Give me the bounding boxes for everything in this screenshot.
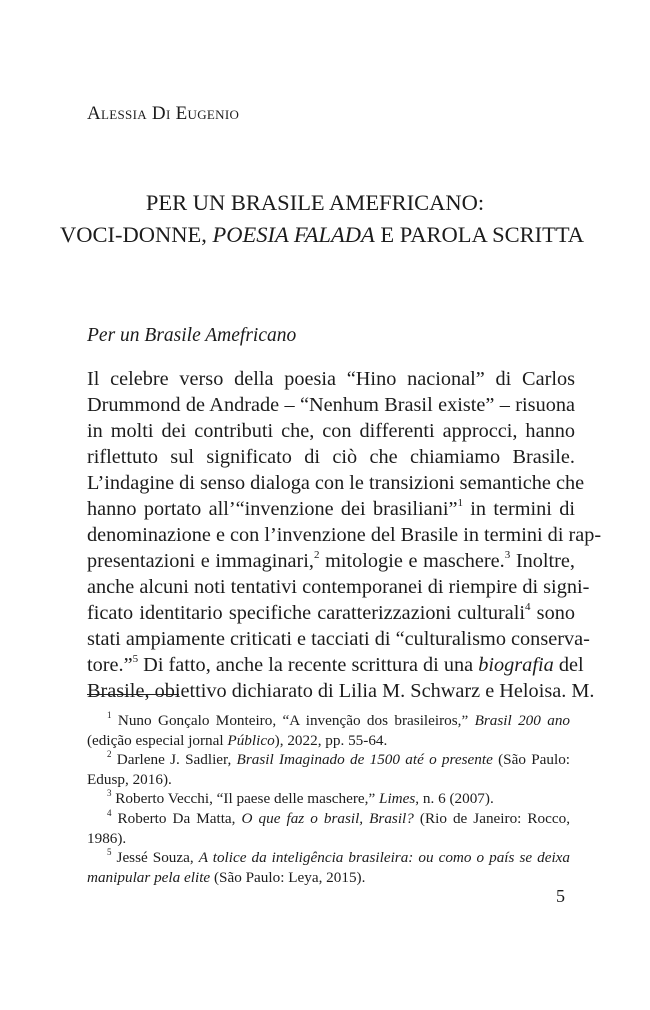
text-run: ficato identitario specifiche caratterizzazioni culturali (87, 602, 525, 624)
body-line (87, 600, 575, 626)
text-run: Inoltre, (510, 550, 575, 572)
text-run: (Rio de Janeiro: Rocco, (413, 809, 571, 827)
text-run-italic: A tolice da inteligência brasileira: ou como o país se deixa (198, 849, 571, 867)
text-run: del (553, 654, 584, 676)
footnote-line (87, 750, 570, 770)
text-run: tore.” (87, 654, 133, 676)
footnote-number: 1 (107, 709, 112, 720)
footnote-divider (87, 694, 179, 695)
section-heading: Per un Brasile Amefricano (87, 325, 297, 346)
text-run-italic: manipular pela elite (87, 868, 211, 886)
body-line: Il celebre verso della poesia “Hino nacional” di Carlos (87, 368, 575, 390)
footnotes (87, 711, 570, 887)
footnote-line (87, 731, 570, 751)
text-run-italic: Brasil Imaginado de 1500 até o presente (236, 751, 493, 769)
footnote-ref: 4 (525, 601, 531, 614)
text-run: mitologie e maschere. (319, 550, 505, 572)
footnote-ref: 1 (457, 497, 463, 510)
body-line: anche alcuni noti tentativi contemporanei di riempire di signi- (87, 576, 590, 598)
body-line: stati ampiamente criticati e tacciati di “culturalismo conserva- (87, 628, 590, 650)
body-line: L’indagine di senso dialoga con le transizioni semantiche che (87, 472, 585, 494)
title-text: VOCI-DONNE, (60, 222, 213, 247)
footnote-ref: 5 (132, 653, 139, 666)
footnote-number: 2 (107, 749, 112, 760)
text-run-italic: Brasil 200 ano (474, 712, 571, 729)
body-line: in molti dei contributi che, con differenti approcci, hanno (87, 420, 575, 442)
footnote-line (87, 711, 570, 731)
page-number: 5 (556, 886, 565, 906)
text-run: presentazioni e immaginari, (87, 550, 314, 572)
text-run: sono (530, 602, 575, 624)
text-run: (São Paulo: (492, 751, 571, 769)
body-line (87, 652, 584, 678)
body-text (87, 366, 602, 704)
text-run: Roberto Da Matta, (117, 809, 242, 827)
footnote-ref: 2 (313, 549, 320, 562)
body-line: Drummond de Andrade – “Nenhum Brasil existe” – risuona (87, 394, 575, 416)
body-line: riflettuto sul significato di ciò che chiamiamo Brasile. (87, 446, 575, 468)
body-line: Brasile, obiettivo dichiarato di Lilia M. Schwarz e Heloisa. M. (87, 680, 595, 702)
text-run-italic: O que faz o brasil, Brasil? (241, 809, 414, 827)
chapter-title-line-1 (60, 190, 570, 216)
text-run-italic: Público (227, 731, 275, 749)
footnote-line (87, 848, 570, 868)
body-line (87, 496, 575, 522)
footnote-line (87, 789, 570, 809)
text-run: Di fatto, anche la recente scrittura di una (138, 654, 479, 676)
chapter-title-line-2 (60, 222, 585, 248)
footnote-number: 5 (107, 847, 112, 858)
running-header-author: Alessia Di Eugenio (87, 103, 240, 124)
text-run: in termini di (462, 498, 575, 520)
title-italic-text: POESIA FALADA (212, 222, 375, 247)
text-run: Darlene J. Sadlier, (116, 751, 237, 769)
title-text: E PAROLA SCRITTA (374, 222, 585, 247)
text-run: , n. 6 (2007). (415, 790, 494, 808)
footnote-line (87, 868, 570, 888)
footnote-line: 1986). (87, 829, 127, 847)
text-run: Roberto Vecchi, “Il paese delle maschere,” (115, 790, 379, 808)
footnote-line (87, 809, 570, 829)
text-run-italic: biografia (478, 654, 554, 676)
text-run: (edição especial jornal (87, 731, 228, 749)
text-run: ), 2022, pp. 55-64. (274, 731, 388, 749)
footnote-number: 3 (107, 788, 112, 799)
title-text: PER UN BRASILE AMEFRICANO: (145, 190, 485, 215)
footnote-number: 4 (107, 807, 112, 818)
text-run: Nuno Gonçalo Monteiro, “A invenção dos brasileiros,” (117, 712, 475, 729)
body-line: denominazione e con l’invenzione del Brasile in termini di rap- (87, 524, 602, 546)
text-run: (São Paulo: Leya, 2015). (210, 868, 366, 886)
text-run: hanno portato all’“invenzione dei brasiliani” (87, 498, 458, 520)
body-line (87, 548, 575, 574)
footnote-line: Edusp, 2016). (87, 770, 172, 788)
text-run: Jessé Souza, (116, 849, 199, 867)
text-run-italic: Limes (379, 790, 416, 808)
footnote-ref: 3 (504, 549, 511, 562)
